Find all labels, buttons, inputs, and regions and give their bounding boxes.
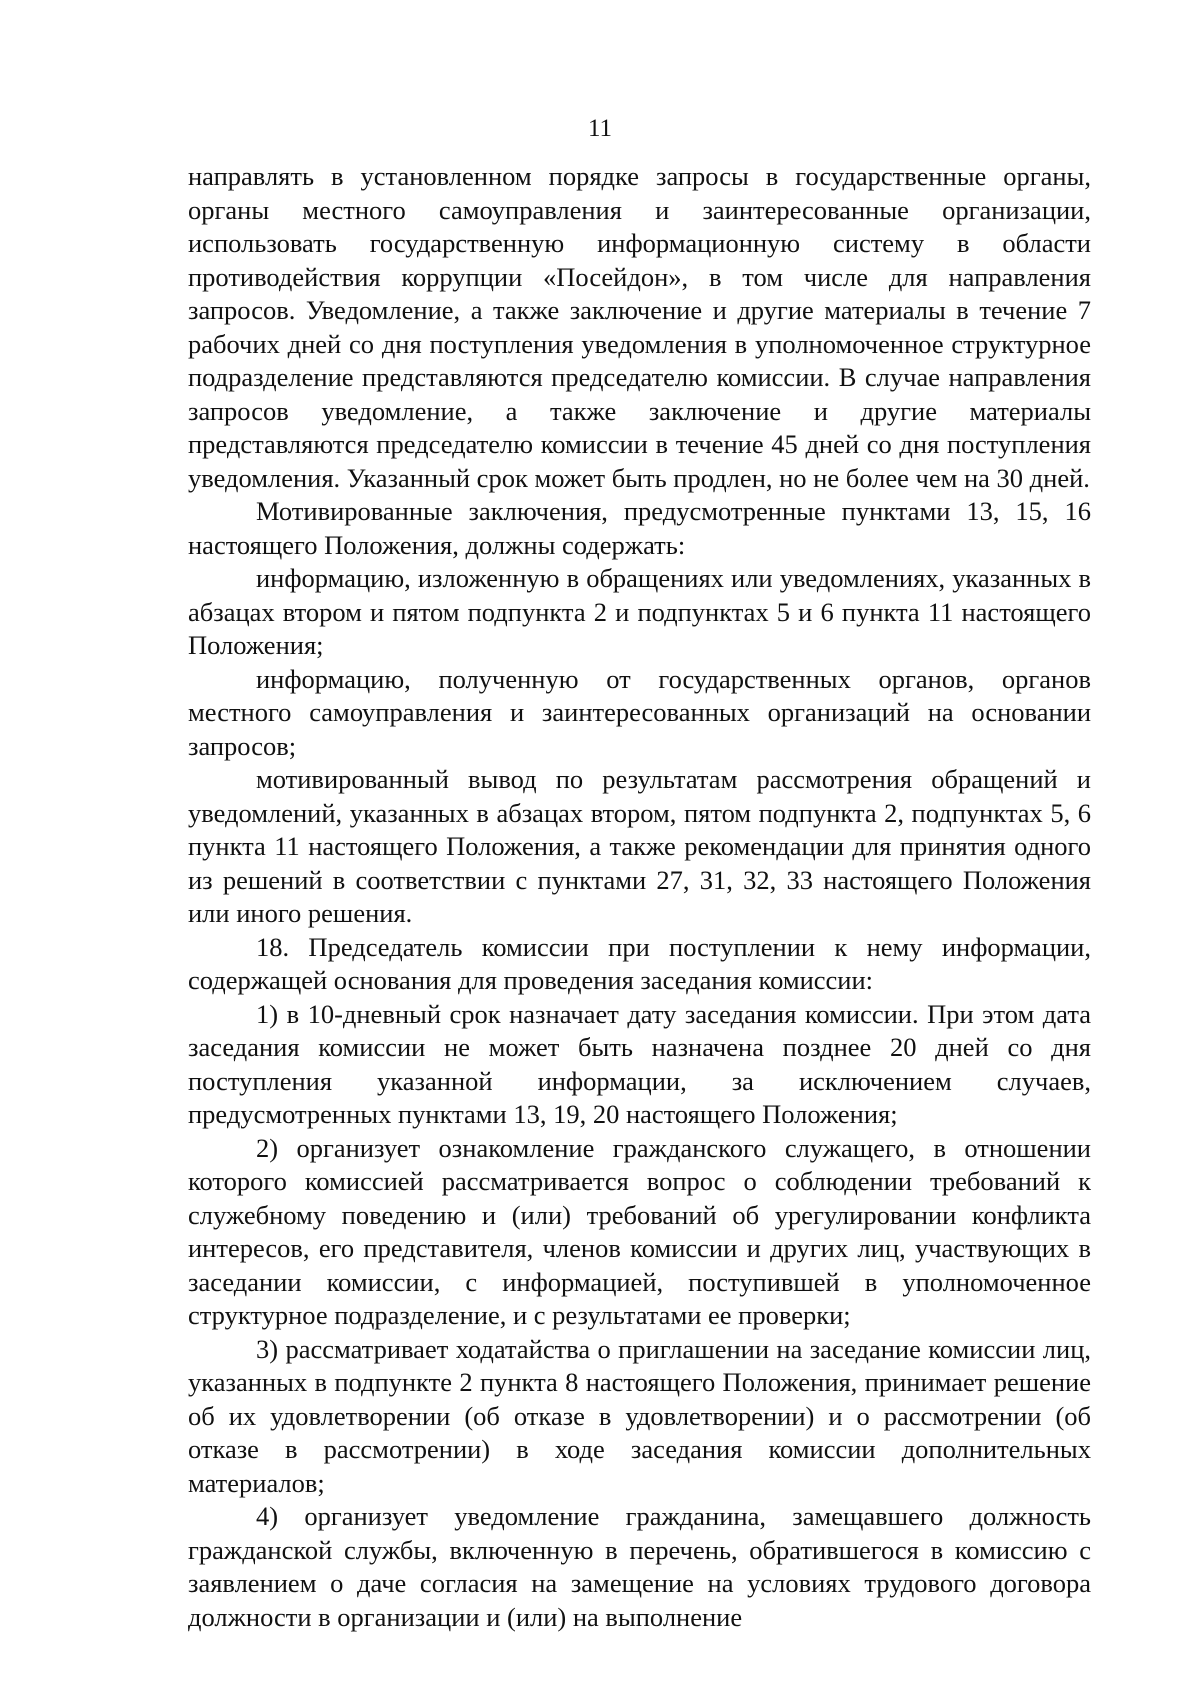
- paragraph-subitem-2: 2) организует ознакомление гражданского служащего, в отношении которого комиссией рассматривается вопрос о соблюдении требований к служебному поведению и (или) требований об урегулировании конфликта интересов, его представителя, членов комиссии и других лиц, участвующих в заседании комиссии, с информацией, поступившей в уполномоченное структурное подразделение, и с результатами ее проверки;: [188, 1132, 1091, 1330]
- paragraph-subitem-4: 4) организует уведомление гражданина, замещавшего должность гражданской службы, включенную в перечень, обратившегося в комиссию с заявлением о даче согласия на замещение на условиях трудового договора должности в организации и (или) на выполнение: [188, 1501, 1091, 1632]
- paragraph-continuation: направлять в установленном порядке запросы в государственные органы, органы местного самоуправления и заинтересованные организации, использовать государственную информационную систему в области противодействия коррупции «Посейдон», в том числе для направления запросов. Уведомление, а также заключение и другие материалы в течение 7 рабочих дней со дня поступления уведомления в уполномоченное структурное подразделение представляются председателю комиссии. В случае направления запросов уведомление, а также заключение и другие материалы представляются председателю комиссии в течение 45 дней со дня поступления уведомления. Указанный срок может быть продлен, но не более чем на 30 дней.: [188, 161, 1091, 493]
- paragraph-list-item-info-received: информацию, полученную от государственных органов, органов местного самоуправления и заинтересованных организаций на основании запросов;: [188, 663, 1091, 761]
- paragraph-item-18: 18. Председатель комиссии при поступлении к нему информации, содержащей основания для проведения заседания комиссии:: [188, 931, 1091, 995]
- paragraph-list-item-info-appeals: информацию, изложенную в обращениях или уведомлениях, указанных в абзацах втором и пятом подпункта 2 и подпунктах 5 и 6 пункта 11 настоящего Положения;: [188, 563, 1091, 660]
- paragraph-list-item-motivated-conclusion: мотивированный вывод по результатам рассмотрения обращений и уведомлений, указанных в абзацах втором, пятом подпункта 2, подпунктах 5, 6 пункта 11 настоящего Положения, а также рекомендации для принятия одного из решений в соответствии с пунктами 27, 31, 32, 33 настоящего Положения или иного решения.: [188, 764, 1091, 928]
- paragraph-motivated-conclusions: Мотивированные заключения, предусмотренные пунктами 13, 15, 16 настоящего Положения, должны содержать:: [188, 496, 1091, 560]
- page-number: 11: [587, 115, 613, 142]
- document-body: [188, 160, 1091, 1634]
- paragraph-subitem-1: 1) в 10-дневный срок назначает дату заседания комиссии. При этом дата заседания комиссии не может быть назначена позднее 20 дней со дня поступления указанной информации, за исключением случаев, предусмотренных пунктами 13, 19, 20 настоящего Положения;: [188, 998, 1091, 1129]
- paragraph-subitem-3: 3) рассматривает ходатайства о приглашении на заседание комиссии лиц, указанных в подпункте 2 пункта 8 настоящего Положения, принимает решение об их удовлетворении (об отказе в удовлетворении) и о рассмотрении (об отказе в рассмотрении) в ходе заседания комиссии дополнительных материалов;: [188, 1333, 1091, 1498]
